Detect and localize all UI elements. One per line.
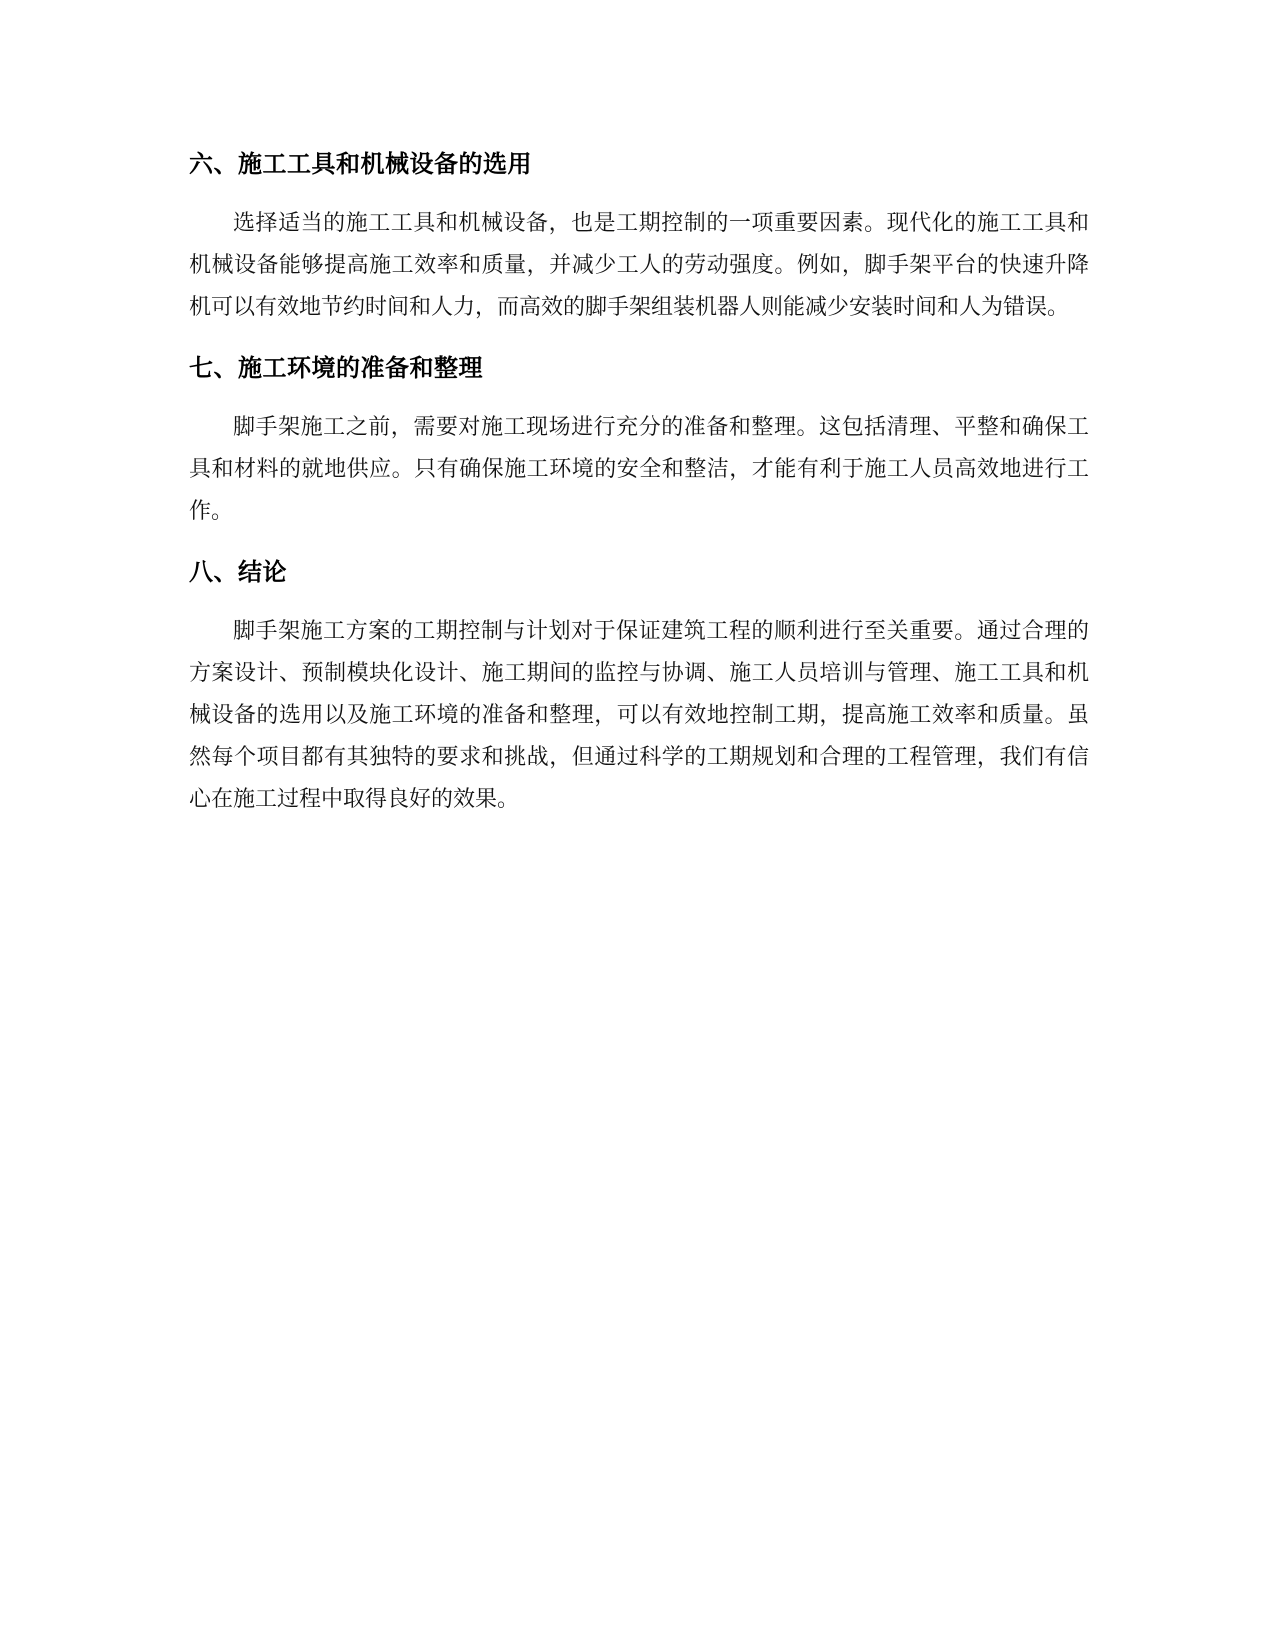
section-heading: 七、施工环境的准备和整理 [189, 354, 483, 382]
document-content [189, 145, 1089, 821]
section-paragraph: 脚手架施工之前，需要对施工现场进行充分的准备和整理。这包括清理、平整和确保工具和材料的就地供应。只有确保施工环境的安全和整洁，才能有利于施工人员高效地进行工作。 [189, 415, 1089, 524]
section-conclusion [189, 553, 1089, 821]
section-heading: 八、结论 [189, 558, 287, 586]
section-paragraph: 脚手架施工方案的工期控制与计划对于保证建筑工程的顺利进行至关重要。通过合理的方案设计、预制模块化设计、施工期间的监控与协调、施工人员培训与管理、施工工具和机械设备的选用以及施工环境的准备和整理，可以有效地控制工期，提高施工效率和质量。虽然每个项目都有其独特的要求和挑战，但通过科学的工期规划和合理的工程管理，我们有信心在施工过程中取得良好的效果。 [189, 619, 1089, 812]
section-heading: 六、施工工具和机械设备的选用 [189, 150, 532, 178]
section-site-preparation [189, 349, 1089, 533]
section-tools-equipment [189, 145, 1089, 329]
section-paragraph: 选择适当的施工工具和机械设备，也是工期控制的一项重要因素。现代化的施工工具和机械设备能够提高施工效率和质量，并减少工人的劳动强度。例如，脚手架平台的快速升降机可以有效地节约时间和人力，而高效的脚手架组装机器人则能减少安装时间和人为错误。 [189, 211, 1089, 320]
